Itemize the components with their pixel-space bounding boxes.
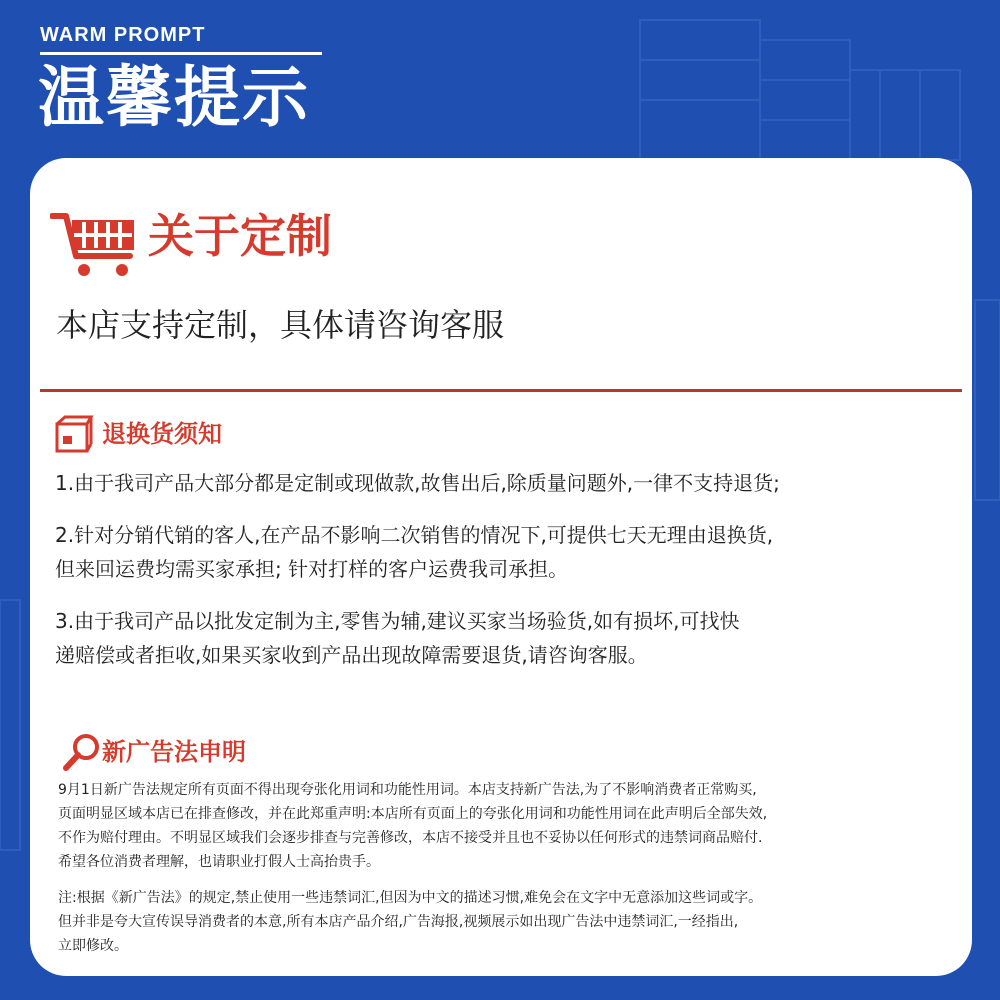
- returns-item-line: 3.由于我司产品以批发定制为主,零售为辅,建议买家当场验货,如有损坏,可找快: [55, 609, 740, 633]
- customization-title: 关于定制: [148, 209, 332, 263]
- parcel-box-icon: [54, 414, 94, 454]
- ad-law-paragraph: [58, 778, 767, 874]
- ad-law-line: 9月1日新广告法规定所有页面不得出现夸张化用词和功能性用词。本店支持新广告法,为了不影响消费者正常购买,: [58, 782, 757, 798]
- ad-law-title: 新广告法申明: [102, 738, 246, 766]
- customization-text: 本店支持定制，具体请咨询客服: [56, 306, 505, 344]
- shopping-cart-icon: [50, 210, 140, 280]
- ad-law-note: [58, 886, 762, 958]
- returns-item-line: 1.由于我司产品大部分都是定制或现做款,故售出后,除质量问题外,一律不支持退货;: [55, 471, 780, 495]
- returns-item: [55, 604, 740, 672]
- content-card: [30, 158, 972, 976]
- returns-title: 退换货须知: [102, 420, 222, 448]
- header-rule: [40, 52, 322, 55]
- returns-item-line: 但来回运费均需买家承担; 针对打样的客户运费我司承担。: [55, 557, 569, 581]
- ad-law-note-line: 但并非是夸大宣传误导消费者的本意,所有本店产品介绍,广告海报,视频展示如出现广告法中违禁词汇,一经指出,: [58, 914, 739, 930]
- returns-item-line: 2.针对分销代销的客人,在产品不影响二次销售的情况下,可提供七天无理由退换货,: [55, 523, 774, 547]
- ad-law-line: 不作为赔付理由。不明显区域我们会逐步排查与完善修改，本店不接受并且也不妥协以任何形式的违禁词商品赔付.: [58, 830, 763, 846]
- page-title: 温馨提示: [38, 59, 310, 136]
- returns-item: [55, 518, 773, 586]
- returns-item-line: 递赔偿或者拒收,如果买家收到产品出现故障需要退货,请咨询客服。: [55, 643, 648, 667]
- magnifier-icon: [62, 732, 102, 772]
- ad-law-note-line: 注:根据《新广告法》的规定,禁止使用一些违禁词汇,但因为中文的描述习惯,难免会在文字中无意添加这些词或字。: [58, 890, 763, 906]
- returns-item: [55, 466, 780, 500]
- section-divider: [40, 389, 962, 392]
- header-subtitle: WARM PROMPT: [40, 24, 206, 46]
- ad-law-line: 希望各位消费者理解，也请职业打假人士高抬贵手。: [58, 854, 380, 870]
- ad-law-line: 页面明显区域本店已在排查修改，并在此郑重声明:本店所有页面上的夸张化用词和功能性用词在此声明后全部失效,: [58, 806, 768, 822]
- ad-law-note-line: 立即修改。: [58, 938, 128, 954]
